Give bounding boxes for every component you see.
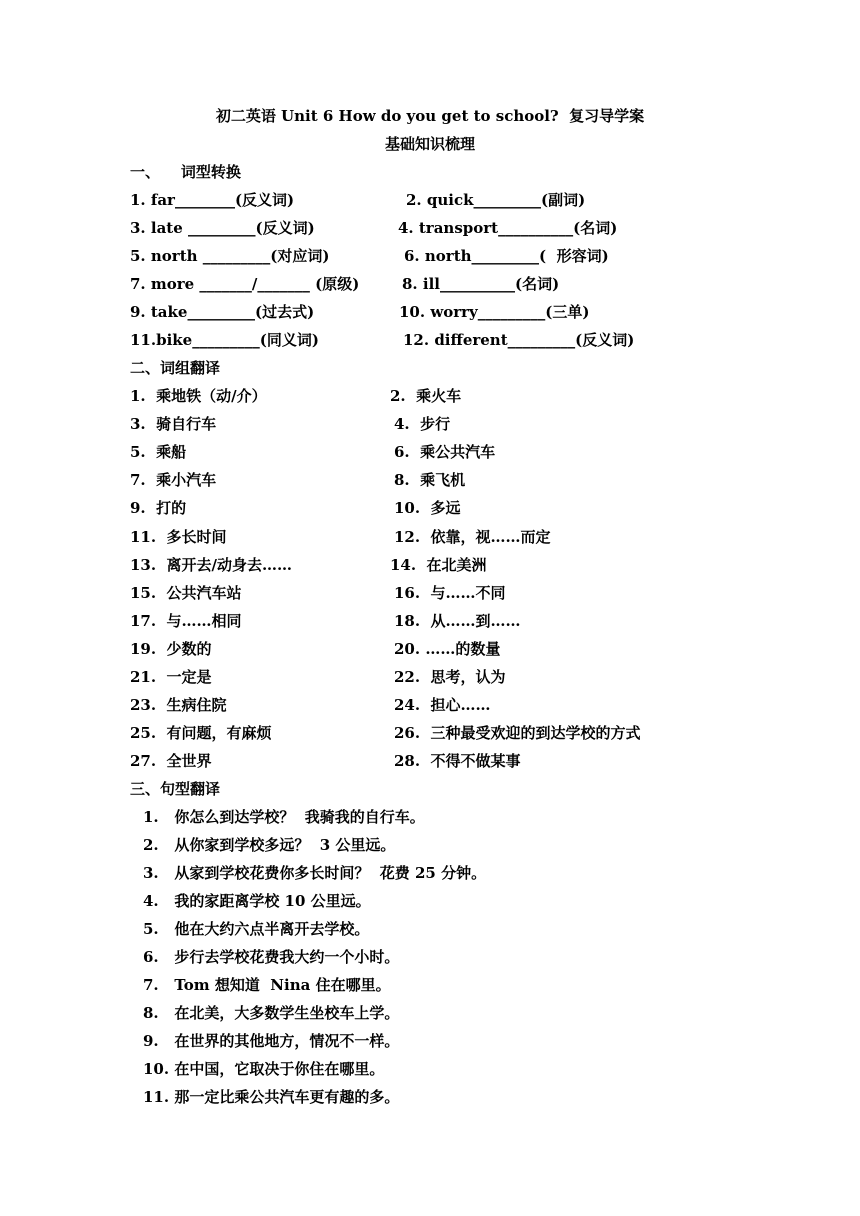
phrase-item: 1. 乘地铁（动/介） (130, 387, 267, 405)
phrase-item: 11. 多长时间 (130, 528, 227, 546)
section1-heading: 一、 词型转换 (130, 163, 241, 181)
phrase-item: 18. 从……到…… (394, 612, 521, 630)
sentence-item: 1. 你怎么到达学校？ 我骑我的自行车。 (143, 808, 425, 826)
phrase-item: 26. 三种最受欢迎的到达学校的方式 (394, 724, 641, 742)
phrase-item: 12. 依靠，视……而定 (394, 528, 551, 546)
sentence-item: 5. 他在大约六点半离开去学校。 (143, 920, 370, 938)
phrase-item: 14. 在北美洲 (390, 556, 487, 574)
sentence-item: 11. 那一定比乘公共汽车更有趣的多。 (143, 1088, 400, 1106)
sentence-item: 2. 从你家到学校多远？ 3 公里远。 (143, 836, 396, 854)
word-item: 8. ill__________(名词) (402, 275, 560, 293)
word-item: 5. north _________(对应词) (130, 247, 330, 265)
word-item: 12. different_________(反义词) (403, 331, 635, 349)
phrase-item: 5. 乘船 (130, 443, 187, 461)
phrase-item: 25. 有问题，有麻烦 (130, 724, 272, 742)
phrase-item: 7. 乘小汽车 (130, 471, 217, 489)
phrase-item: 6. 乘公共汽车 (394, 443, 496, 461)
phrase-item: 4. 步行 (394, 415, 451, 433)
word-item: 6. north_________( 形容词) (404, 247, 609, 265)
word-item: 4. transport__________(名词) (398, 219, 618, 237)
word-item: 2. quick_________(副词) (406, 191, 586, 209)
word-item: 9. take_________(过去式) (130, 303, 315, 321)
section2-heading: 二、词组翻译 (130, 359, 221, 377)
phrase-item: 22. 思考，认为 (394, 668, 506, 686)
sentence-item: 10. 在中国，它取决于你住在哪里。 (143, 1060, 385, 1078)
phrase-item: 23. 生病住院 (130, 696, 227, 714)
phrase-item: 17. 与……相同 (130, 612, 242, 630)
phrase-item: 2. 乘火车 (390, 387, 462, 405)
section3-heading: 三、句型翻译 (130, 780, 221, 798)
page-title: 初二英语 Unit 6 How do you get to school? 复习导学案 (215, 107, 645, 125)
phrase-item: 24. 担心…… (394, 696, 491, 714)
phrase-item: 19. 少数的 (130, 640, 212, 658)
word-item: 11.bike_________(同义词) (130, 331, 319, 349)
phrase-item: 27. 全世界 (130, 752, 212, 770)
phrase-item: 28. 不得不做某事 (394, 752, 521, 770)
phrase-item: 16. 与……不同 (394, 584, 506, 602)
sentence-item: 8. 在北美，大多数学生坐校车上学。 (143, 1004, 400, 1022)
phrase-item: 8. 乘飞机 (394, 471, 466, 489)
phrase-item: 21. 一定是 (130, 668, 212, 686)
phrase-item: 15. 公共汽车站 (130, 584, 242, 602)
sentence-item: 3. 从家到学校花费你多长时间？ 花费 25 分钟。 (143, 864, 487, 882)
phrase-item: 9. 打的 (130, 499, 187, 517)
phrase-item: 20. ……的数量 (394, 640, 501, 658)
word-item: 7. more _______/_______ (原级) (130, 275, 360, 293)
phrase-item: 10. 多远 (394, 499, 461, 517)
page-subtitle: 基础知识梳理 (384, 135, 475, 153)
sentence-item: 9. 在世界的其他地方，情况不一样。 (143, 1032, 400, 1050)
word-item: 1. far________(反义词) (130, 191, 295, 209)
phrase-item: 3. 骑自行车 (130, 415, 217, 433)
word-item: 3. late _________(反义词) (130, 219, 315, 237)
sentence-item: 6. 步行去学校花费我大约一个小时。 (143, 948, 400, 966)
phrase-item: 13. 离开去/动身去…… (130, 556, 293, 574)
sentence-item: 4. 我的家距离学校 10 公里远。 (143, 892, 371, 910)
word-item: 10. worry_________(三单) (399, 303, 590, 321)
sentence-item: 7. Tom 想知道 Nina 住在哪里。 (143, 976, 391, 994)
